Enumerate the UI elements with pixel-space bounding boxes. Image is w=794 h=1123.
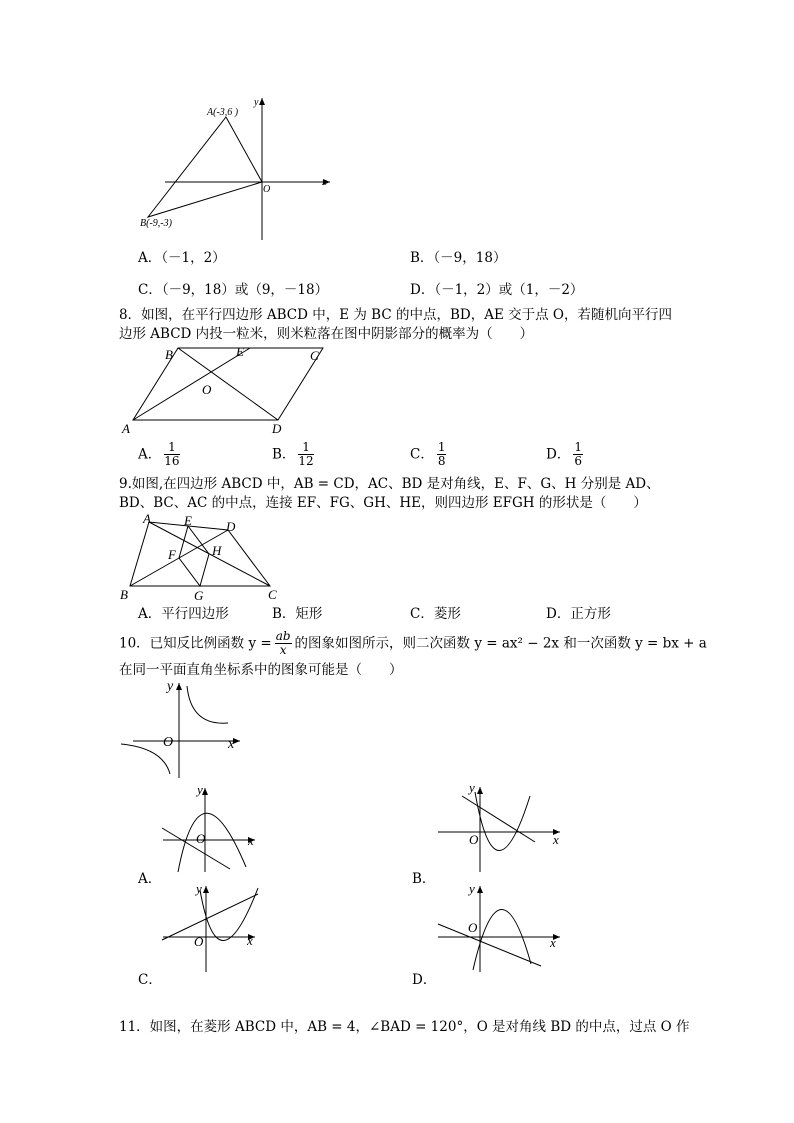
q7-y-axis-label: y	[254, 97, 259, 108]
q10-hyperbola-figure	[118, 678, 248, 780]
q7-option-a: A．（－1，2）	[138, 250, 226, 266]
q10-option-d-graph	[435, 882, 565, 974]
q10-option-a: A．	[138, 871, 162, 887]
q8-option-d	[546, 441, 586, 468]
q10-option-c: C．	[138, 972, 162, 988]
q8-option-b-letter: B．	[272, 446, 296, 463]
q10-hyperbola-x-label: x	[228, 737, 235, 752]
q10-option-a-graph	[160, 782, 260, 874]
q10-option-d-y-label: y	[469, 882, 475, 896]
q10-option-a-o-label: O	[196, 831, 206, 846]
q10-option-c-graph	[160, 882, 270, 974]
q8-option-a-num: 1	[164, 441, 179, 455]
q7-option-c: C．（－9，18）或（9，－18）	[138, 282, 329, 298]
q7-option-d: D．（－1，2）或（1，－2）	[410, 282, 584, 298]
q10-hyperbola-y-label: y	[167, 679, 174, 694]
q11-question-line1: 11．如图，在菱形 ABCD 中，AB = 4，∠BAD = 120°，O 是对角线 BD 的中点，过点 O 作	[119, 1019, 690, 1035]
q7-x-axis-label: x	[322, 177, 327, 188]
q9-option-b: B．矩形	[272, 606, 323, 622]
q10-option-a-x-label: x	[248, 833, 254, 848]
q8-option-d-den: 6	[574, 454, 582, 468]
q8-option-c-den: 8	[437, 454, 446, 468]
q8-question-line2: 边形 ABCD 内投一粒米，则米粒落在图中阴影部分的概率为（ ）	[119, 326, 534, 342]
q8-label-c: C	[310, 348, 319, 363]
q10-line1-post: 的图象如图所示，则二次函数 y = ax² − 2x 和一次函数 y = bx + a	[294, 635, 707, 652]
q8-figure	[118, 344, 338, 436]
q9-option-c: C．菱形	[410, 606, 461, 622]
q8-label-a: A	[122, 421, 130, 436]
q8-option-b-den: 12	[298, 454, 314, 468]
q8-option-a-letter: A．	[138, 446, 162, 463]
q9-label-h: H	[212, 543, 222, 558]
q8-option-a	[138, 441, 183, 468]
q8-option-d-letter: D．	[546, 446, 571, 463]
q9-figure	[118, 512, 288, 604]
q9-label-c: C	[268, 587, 277, 602]
q10-option-c-o-label: O	[194, 934, 204, 949]
q10-frac-num: ab	[275, 629, 291, 643]
q10-hyperbola-o-label: O	[163, 735, 174, 750]
q10-option-b: B．	[412, 871, 436, 887]
q10-question-line2: 在同一平面直角坐标系中的图象可能是（ ）	[119, 662, 403, 678]
q10-option-b-y-label: y	[469, 782, 475, 795]
q8-label-d: D	[272, 421, 282, 436]
q8-label-b: B	[165, 347, 173, 362]
q9-label-g: G	[194, 588, 204, 603]
q8-label-e: E	[236, 344, 244, 359]
q8-option-b-num: 1	[298, 441, 313, 455]
q7-point-b: B(-9,-3)	[140, 218, 172, 229]
q7-point-a: A(-3,6 )	[207, 107, 239, 118]
q10-option-d-x-label: x	[550, 935, 556, 950]
q7-origin: O	[263, 184, 271, 195]
q10-option-b-x-label: x	[553, 832, 559, 847]
q10-frac-den: x	[279, 643, 287, 657]
q8-option-c-letter: C．	[410, 446, 434, 463]
q9-question-line2: BD、BC、AC 的中点，连接 EF、FG、GH、HE，则四边形 EFGH 的形状是（ ）	[119, 495, 647, 511]
q9-question-line1: 9.如图,在四边形 ABCD 中，AB = CD，AC、BD 是对角线，E、F、G、H 分别是 AD、	[119, 476, 660, 492]
q7-option-b: B．（－9，18）	[410, 250, 507, 266]
q10-option-c-y-label: y	[196, 882, 202, 896]
q8-option-b	[272, 441, 317, 468]
q10-option-d: D．	[412, 972, 437, 988]
q10-line1-pre: 10．已知反比例函数 y =	[119, 635, 272, 652]
q7-figure	[135, 90, 340, 245]
q9-label-b: B	[120, 587, 128, 602]
q9-option-a: A．平行四边形	[138, 606, 229, 622]
q8-option-c-num: 1	[437, 440, 446, 454]
q9-label-f: F	[168, 547, 176, 562]
q10-option-d-o-label: O	[468, 920, 478, 935]
q9-label-a: A	[143, 512, 151, 526]
q8-question-line1: 8．如图，在平行四边形 ABCD 中，E 为 BC 的中点，BD，AE 交于点 O，若随机向平行四	[119, 307, 672, 323]
q10-option-b-o-label: O	[469, 832, 479, 847]
q10-option-b-graph	[435, 782, 565, 874]
q10-question-line1	[119, 628, 707, 659]
q8-option-d-num: 1	[574, 440, 582, 454]
q8-label-o: O	[202, 382, 212, 397]
q9-label-e: E	[184, 513, 192, 528]
q9-option-d: D．正方形	[546, 606, 611, 622]
q8-option-a-den: 16	[164, 454, 180, 468]
q8-option-c	[410, 441, 449, 468]
q10-option-c-x-label: x	[247, 933, 253, 948]
q9-label-d: D	[226, 519, 236, 534]
q10-option-a-y-label: y	[197, 782, 203, 797]
